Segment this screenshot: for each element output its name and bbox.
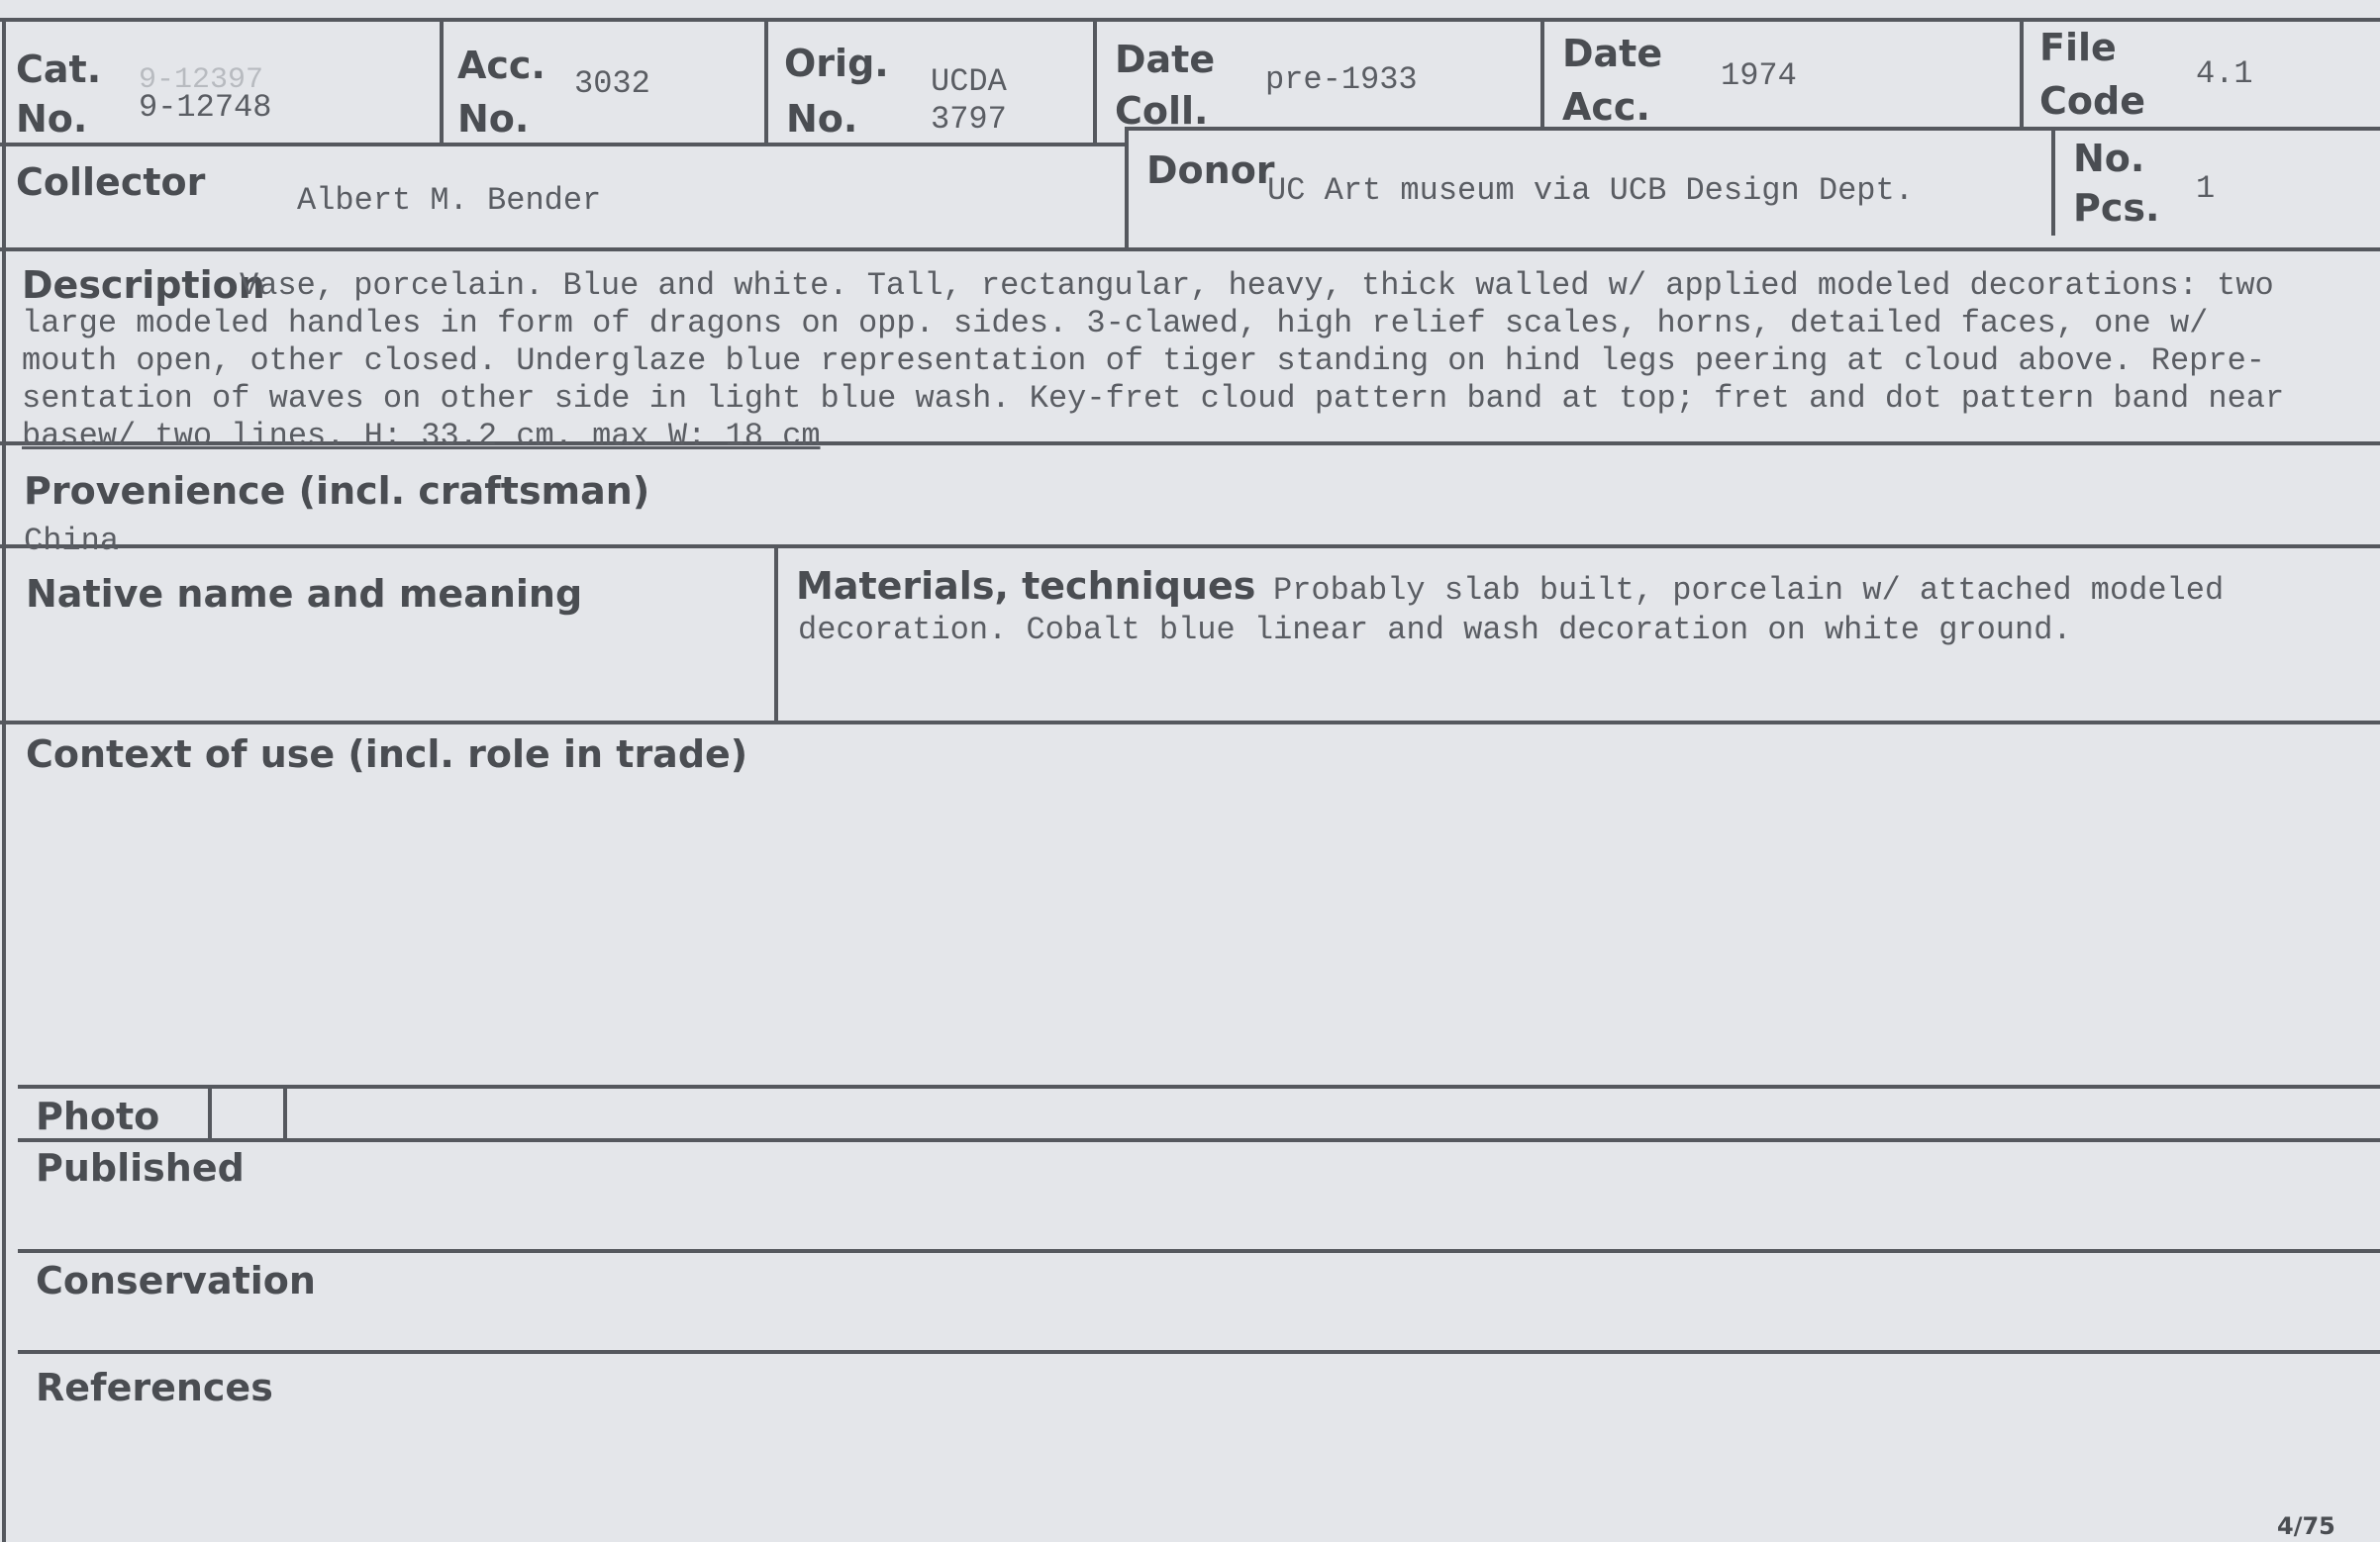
cat-no-label-bottom: No.	[16, 97, 88, 141]
provenience-bottom-rule	[0, 544, 2380, 548]
acc-no-value: 3032	[574, 65, 650, 102]
description-line-1-text: Vase, porcelain. Blue and white. Tall, rectangular, heavy, thick walled w/ applied modeled decorations: two	[240, 267, 2274, 304]
photo-box-divider-1	[208, 1085, 212, 1140]
divider-dateacc-file	[2020, 18, 2024, 129]
description-line-3-text: mouth open, other closed. Underglaze blue representation of tiger standing on hind legs peering at cloud above. Repre-	[22, 342, 2265, 379]
date-coll-value: pre-1933	[1265, 61, 1418, 98]
description-line-3	[22, 342, 2284, 380]
context-label: Context of use (incl. role in trade)	[26, 732, 748, 776]
description-line-1	[22, 267, 2284, 305]
description-line-5-text: basew/ two lines. H: 33.2 cm. max W: 18 cm	[22, 418, 821, 454]
donor-value: UC Art museum via UCB Design Dept.	[1267, 172, 1914, 209]
photo-label: Photo	[36, 1095, 160, 1138]
divider-collector-donor	[1125, 127, 1129, 249]
file-code-label-top: File	[2039, 26, 2117, 69]
conservation-label: Conservation	[36, 1259, 316, 1302]
date-acc-value: 1974	[1721, 57, 1797, 94]
photo-bottom-rule	[18, 1138, 2380, 1142]
orig-no-value-top: UCDA	[931, 63, 1007, 100]
materials-label: Materials, techniques	[796, 564, 1256, 608]
header-bottom-rule	[0, 143, 1129, 146]
pieces-value: 1	[2196, 170, 2216, 207]
pieces-label-top: No.	[2073, 137, 2145, 180]
materials-line-2: decoration. Cobalt blue linear and wash decoration on white ground.	[798, 612, 2072, 648]
photo-box-divider-2	[283, 1085, 287, 1140]
divider-donor-pieces	[2051, 127, 2055, 236]
collector-label: Collector	[16, 160, 206, 204]
description-line-4	[22, 380, 2284, 418]
orig-no-label-top: Orig.	[784, 42, 889, 85]
donor-label: Donor	[1146, 148, 1275, 192]
provenience-label: Provenience (incl. craftsman)	[24, 469, 650, 513]
divider-acc-orig	[764, 18, 768, 145]
orig-no-value-bottom: 3797	[931, 101, 1007, 138]
native-name-label: Native name and meaning	[26, 572, 583, 616]
divider-orig-datecoll	[1093, 18, 1097, 145]
file-code-label-bottom: Code	[2039, 79, 2145, 123]
description-line-2-text: large modeled handles in form of dragons on opp. sides. 3-clawed, high relief scales, horns, detailed faces, one w/	[22, 305, 2209, 341]
provenience-value: China	[24, 523, 120, 559]
collector-bottom-rule	[0, 247, 2380, 251]
form-number: 4/75	[2277, 1512, 2335, 1540]
date-acc-label-bottom: Acc.	[1562, 85, 1650, 129]
divider-cat-acc	[440, 18, 444, 145]
divider-native-materials	[774, 544, 778, 723]
collector-value: Albert M. Bender	[297, 182, 602, 219]
photo-top-rule	[18, 1085, 2380, 1089]
cat-no-struck-value: 9-12397	[139, 63, 264, 97]
references-label: References	[36, 1366, 273, 1409]
description-line-4-text: sentation of waves on other side in light blue wash. Key-fret cloud pattern band at top; fret and dot pattern band near	[22, 380, 2285, 417]
materials-line-1: Probably slab built, porcelain w/ attached modeled	[1273, 572, 2225, 609]
description-line-2	[22, 305, 2284, 342]
cat-no-value: 9-12748	[139, 89, 272, 126]
native-name-bottom-rule	[0, 721, 2380, 724]
published-label: Published	[36, 1146, 245, 1190]
conservation-bottom-rule	[18, 1350, 2380, 1354]
left-border	[2, 18, 6, 1542]
acc-no-label-top: Acc.	[457, 44, 545, 87]
date-coll-label-top: Date	[1115, 38, 1216, 81]
acc-no-label-bottom: No.	[457, 97, 530, 141]
description-label: Description	[22, 263, 265, 307]
date-coll-label-bottom: Coll.	[1115, 89, 1209, 133]
header-bottom-rule-right	[1129, 127, 2380, 131]
pieces-label-bottom: Pcs.	[2073, 186, 2160, 230]
orig-no-label-bottom: No.	[786, 97, 858, 141]
file-code-value: 4.1	[2196, 55, 2253, 92]
description-text	[22, 267, 2284, 455]
description-line-5	[22, 418, 2284, 455]
divider-datecoll-dateacc	[1540, 18, 1544, 129]
cat-no-label-top: Cat.	[16, 48, 102, 91]
date-acc-label-top: Date	[1562, 32, 1663, 75]
published-bottom-rule	[18, 1249, 2380, 1253]
